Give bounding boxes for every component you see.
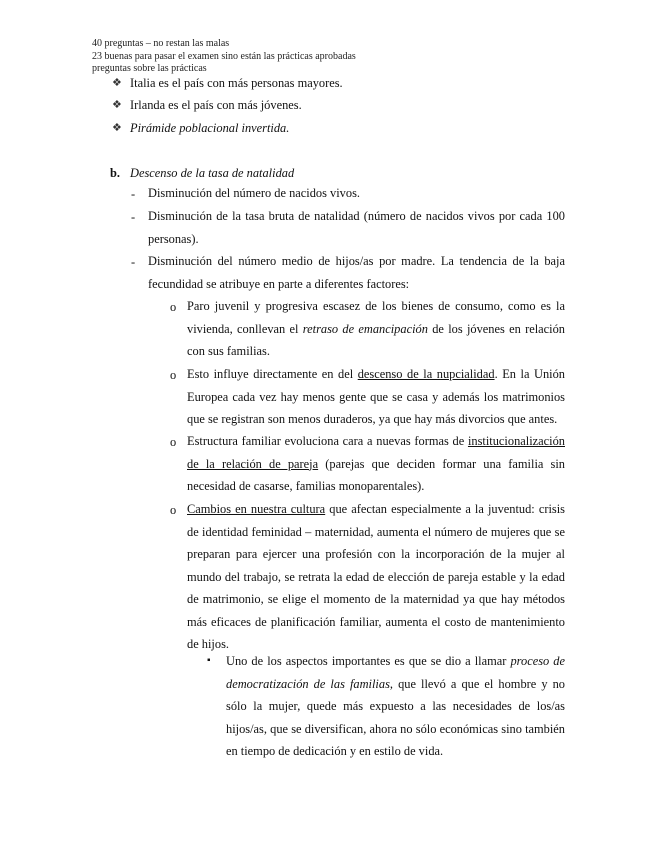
sub-item-cambios-cultura [187,498,565,656]
emphasis-text: retraso de emancipación [302,321,428,336]
page-header [92,38,356,76]
dash-item-3: Disminución del número medio de hijos/as por madre. La tendencia de la baja fecundidad se atribuye en parte a diferentes factores: [148,254,565,291]
section-letter: b. [110,166,120,180]
sub-item-text: que afectan especialmente a la juventud: crisis de identidad feminidad – maternidad, aumenta el número de mujeres que se preparan para ejercer una profesión con la incorporación de la mujer al mundo del trabajo, se retrata la edad de elección de pareja estable y la edad de matrimonio, se elige el momento de la maternidad ya que hay métodos más eficaces de planificación familiar, aumenta el costo de mantenimiento de hijos. [187,502,565,651]
circle-marker: o [170,503,177,517]
header-line-1: 40 preguntas – no restan las malas [92,38,230,49]
circle-marker: o [170,368,177,382]
underlined-text: Cambios en nuestra cultura [187,502,326,516]
dash-marker: - [131,187,136,201]
sub-item-text: Estructura familiar evoluciona cara a nuevas formas de [187,434,468,448]
sub-item-text: (parejas que deciden formar una familia sin necesidad de casarse, familias monoparentales). [187,456,565,493]
dash-marker: - [131,255,136,269]
diamond-bullet-icon: ❖ [112,99,122,111]
underlined-text: descenso de la nupcialidad [357,367,495,381]
square-item-democratizacion [226,650,565,763]
circle-marker: o [170,435,177,449]
sub-item-paro-juvenil [187,295,565,363]
dash-item-2: Disminución de la tasa bruta de natalidad (número de nacidos vivos por cada 100 personas). [148,209,565,246]
diamond-bullet-icon: ❖ [112,77,122,89]
circle-marker: o [170,300,177,314]
bullet-item-piramide: Pirámide poblacional invertida. [130,121,290,135]
underlined-text: institucionalización de la relación de pareja [187,434,565,471]
header-line-2: 23 buenas para pasar el examen sino están las prácticas aprobadas [92,50,356,62]
header-line-3: preguntas sobre las prácticas [92,63,207,74]
square-item-text: que llevó a que el hombre y no sólo la mujer, quede más expuesto a las necesidades de los/as hijos/as, que se diversifican, ahora no sólo económicas sino también en tiempo de dedicación y en estilo de vida. [226,676,565,758]
square-bullet-icon: ▪ [207,655,211,666]
sub-item-text: de los jóvenes en relación con sus familias. [187,321,565,358]
dash-marker: - [131,210,136,224]
diamond-bullet-icon: ❖ [112,122,122,134]
bullet-item-irlanda: Irlanda es el país con más jóvenes. [130,98,302,112]
sub-item-text: . En la Unión Europea cada vez hay menos gente que se casa y además los matrimonios que se registran son menos duraderos, ya que hay más divorcios que antes. [187,367,566,426]
sub-item-estructura-familiar [187,430,565,498]
sub-item-text: Paro juvenil y progresiva escasez de los bienes de consumo, como es la vivienda, conllevan el [187,299,565,336]
square-item-text: Uno de los aspectos importantes es que se dio a llamar [226,654,511,668]
sub-item-text: Esto influye directamente en del [187,367,358,381]
emphasis-text: proceso de democratización de las familias, [226,654,566,691]
section-title: Descenso de la tasa de natalidad [130,166,295,180]
bullet-item-italia: Italia es el país con más personas mayores. [130,76,343,90]
sub-item-nupcialidad [187,363,565,431]
dash-item-1: Disminución del número de nacidos vivos. [148,186,360,200]
